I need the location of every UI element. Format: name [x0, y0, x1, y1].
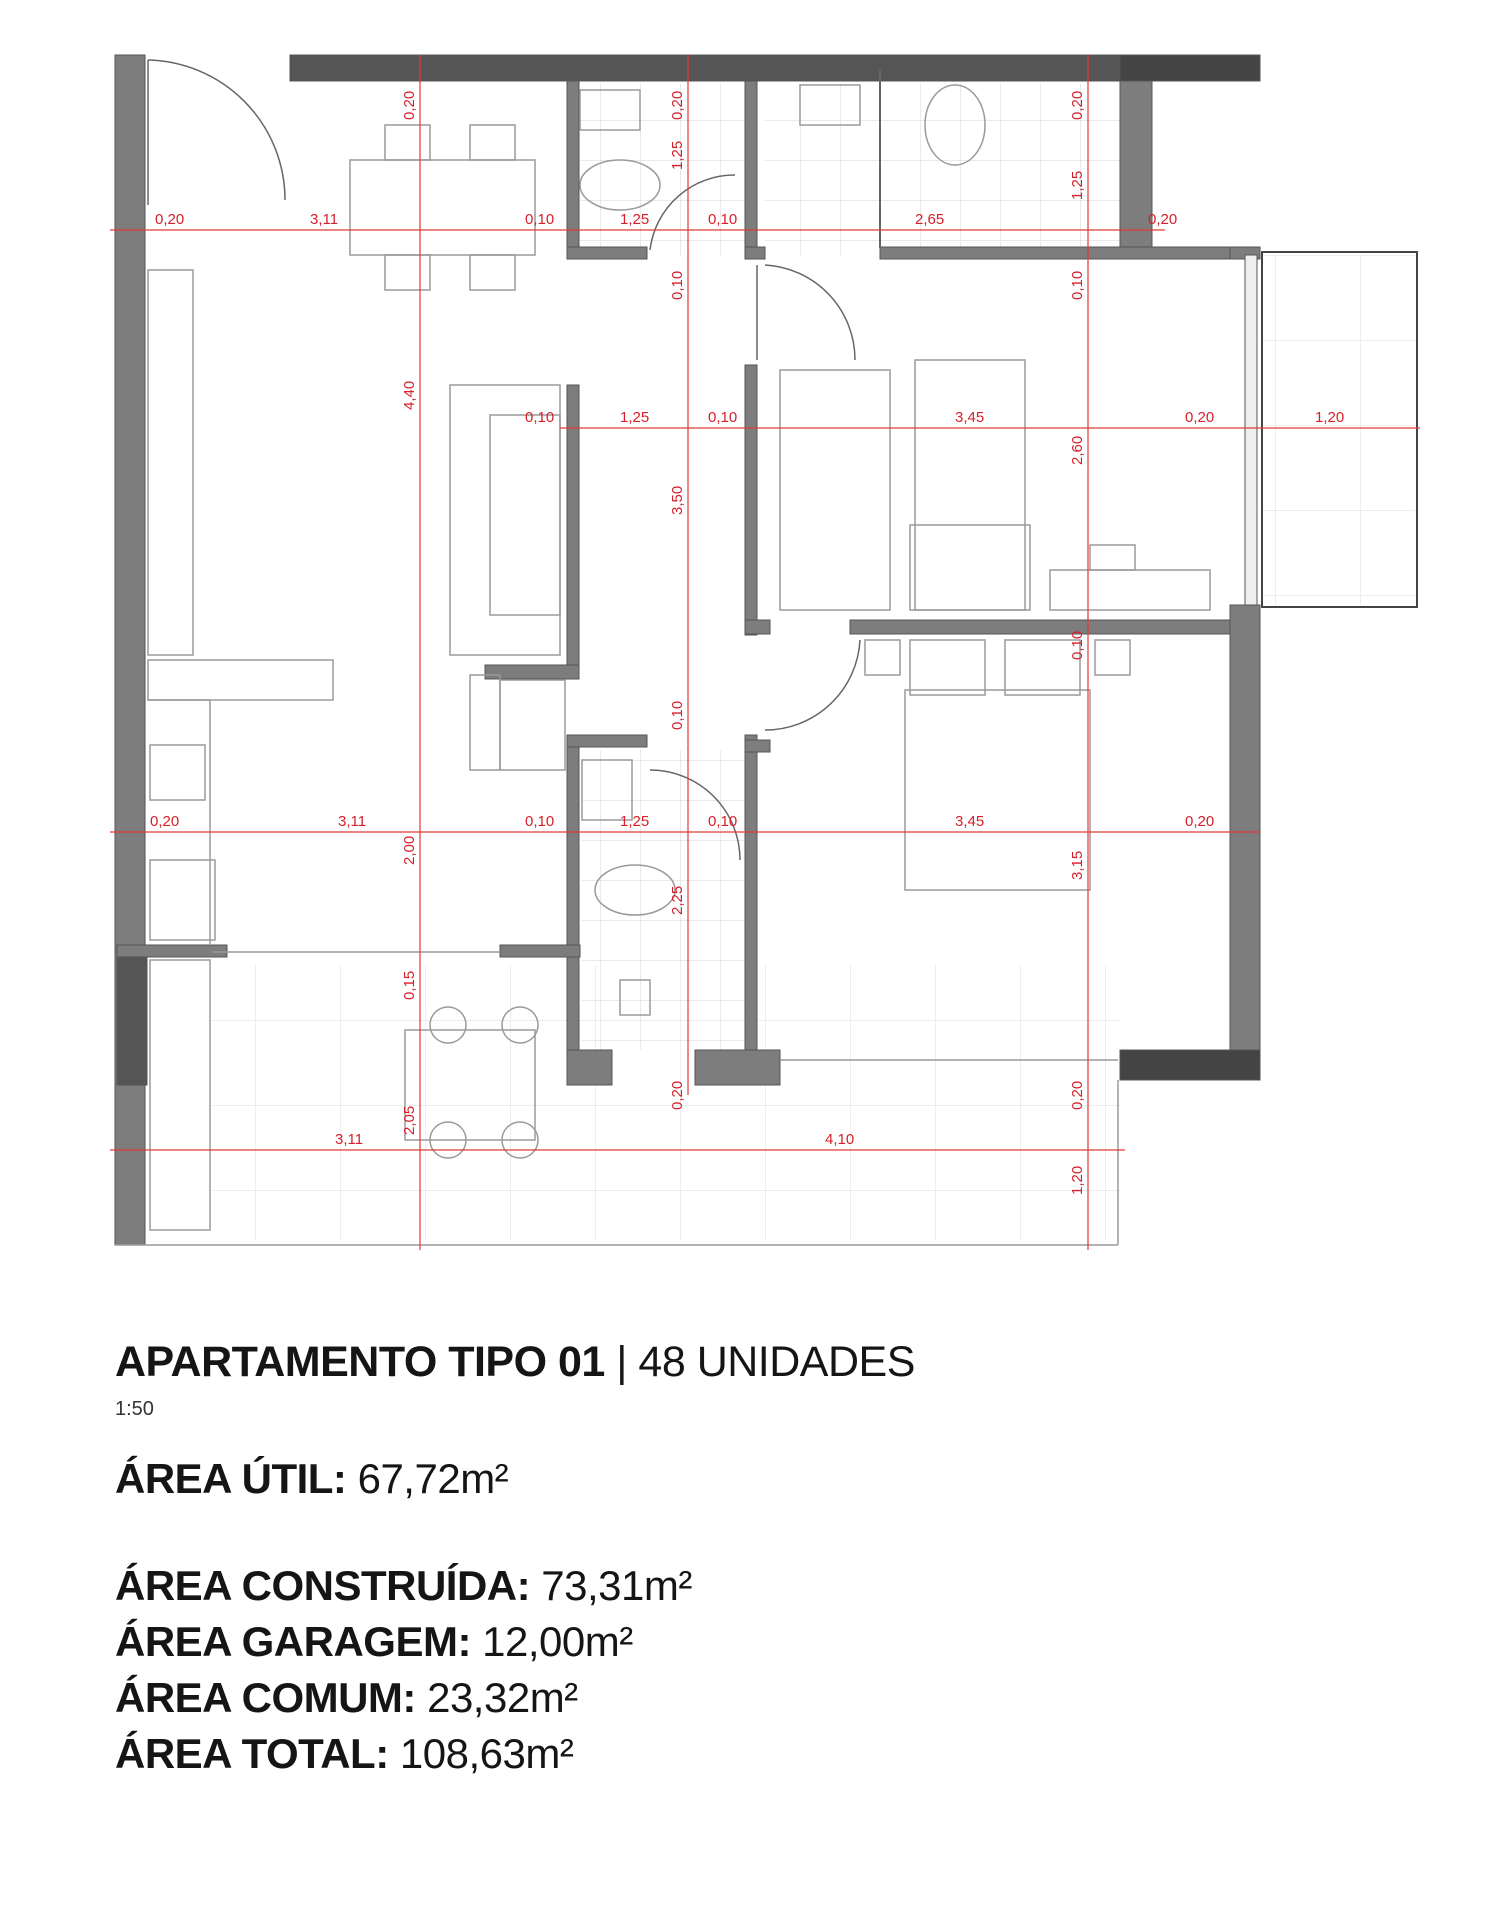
dim-h-low-5: 3,45	[955, 813, 985, 830]
dim-h-top-3: 1,25	[620, 211, 650, 228]
dim-v-center-3: 3,50	[669, 485, 686, 515]
dim-h-low-6: 0,20	[1185, 813, 1215, 830]
dim-v-left-4: 2,05	[401, 1105, 418, 1135]
dim-h-low-4: 0,10	[708, 813, 738, 830]
dim-h-top-5: 2,65	[915, 211, 945, 228]
dim-h-low-2: 0,10	[525, 813, 555, 830]
dim-v-right-0: 0,20	[1069, 90, 1086, 120]
dim-h-top-2: 0,10	[525, 211, 555, 228]
dim-v-left-2: 2,00	[401, 835, 418, 865]
dim-v-right-6: 0,20	[1069, 1080, 1086, 1110]
dim-v-center-2: 0,10	[669, 270, 686, 300]
area-garagem-value: 12,00m²	[482, 1618, 633, 1665]
dim-h-low-3: 1,25	[620, 813, 650, 830]
plan-scale: 1:50	[115, 1398, 154, 1420]
dim-h-mid-3: 3,45	[955, 409, 985, 426]
area-construida	[115, 1562, 692, 1610]
dim-v-right-2: 0,10	[1069, 270, 1086, 300]
dim-v-right-7: 1,20	[1069, 1165, 1086, 1195]
dim-h-mid-0: 0,10	[525, 409, 555, 426]
dim-v-left-0: 0,20	[401, 90, 418, 120]
dim-h-top-4: 0,10	[708, 211, 738, 228]
dim-v-center-6: 0,20	[669, 1080, 686, 1110]
dim-h-top-1: 3,11	[310, 211, 339, 228]
area-util	[115, 1455, 508, 1503]
dim-v-center-5: 2,25	[669, 885, 686, 915]
dim-v-right-3: 2,60	[1069, 435, 1086, 465]
dim-h-mid-4: 0,20	[1185, 409, 1215, 426]
area-comum-value: 23,32m²	[427, 1674, 578, 1721]
dim-v-right-1: 1,25	[1069, 170, 1086, 200]
dim-h-top-6: 0,20	[1148, 211, 1178, 228]
plan-title-units: 48 UNIDADES	[638, 1338, 915, 1386]
area-garagem	[115, 1618, 633, 1666]
area-comum-label: ÁREA COMUM:	[115, 1674, 416, 1721]
dim-v-left-1: 4,40	[401, 380, 418, 410]
dim-v-right-4: 0,10	[1069, 630, 1086, 660]
area-total-value: 108,63m²	[399, 1730, 574, 1777]
area-total-label: ÁREA TOTAL:	[115, 1730, 389, 1777]
area-garagem-label: ÁREA GARAGEM:	[115, 1618, 471, 1665]
area-total	[115, 1730, 573, 1778]
dim-h-bottom-1: 4,10	[825, 1131, 855, 1148]
area-util-label: ÁREA ÚTIL:	[115, 1455, 347, 1502]
dim-v-center-4: 0,10	[669, 700, 686, 730]
dim-h-mid-2: 0,10	[708, 409, 738, 426]
dim-v-center-1: 1,25	[669, 140, 686, 170]
dim-h-mid-1: 1,25	[620, 409, 650, 426]
area-comum	[115, 1674, 578, 1722]
dim-h-low-1: 3,11	[338, 813, 367, 830]
plan-title	[115, 1338, 915, 1387]
dim-h-low-0: 0,20	[150, 813, 180, 830]
area-construida-value: 73,31m²	[541, 1562, 692, 1609]
dim-h-bottom-0: 3,11	[335, 1131, 364, 1148]
dim-h-top-0: 0,20	[155, 211, 185, 228]
dim-v-left-3: 0,15	[401, 970, 418, 1000]
area-construida-label: ÁREA CONSTRUÍDA:	[115, 1562, 531, 1609]
area-util-value: 67,72m²	[357, 1455, 509, 1502]
plan-title-bold: APARTAMENTO TIPO 01	[115, 1338, 605, 1386]
plan-title-separator: |	[616, 1338, 627, 1386]
dim-h-mid-5: 1,20	[1315, 409, 1345, 426]
dim-v-right-5: 3,15	[1069, 850, 1086, 880]
dim-v-center-0: 0,20	[669, 90, 686, 120]
